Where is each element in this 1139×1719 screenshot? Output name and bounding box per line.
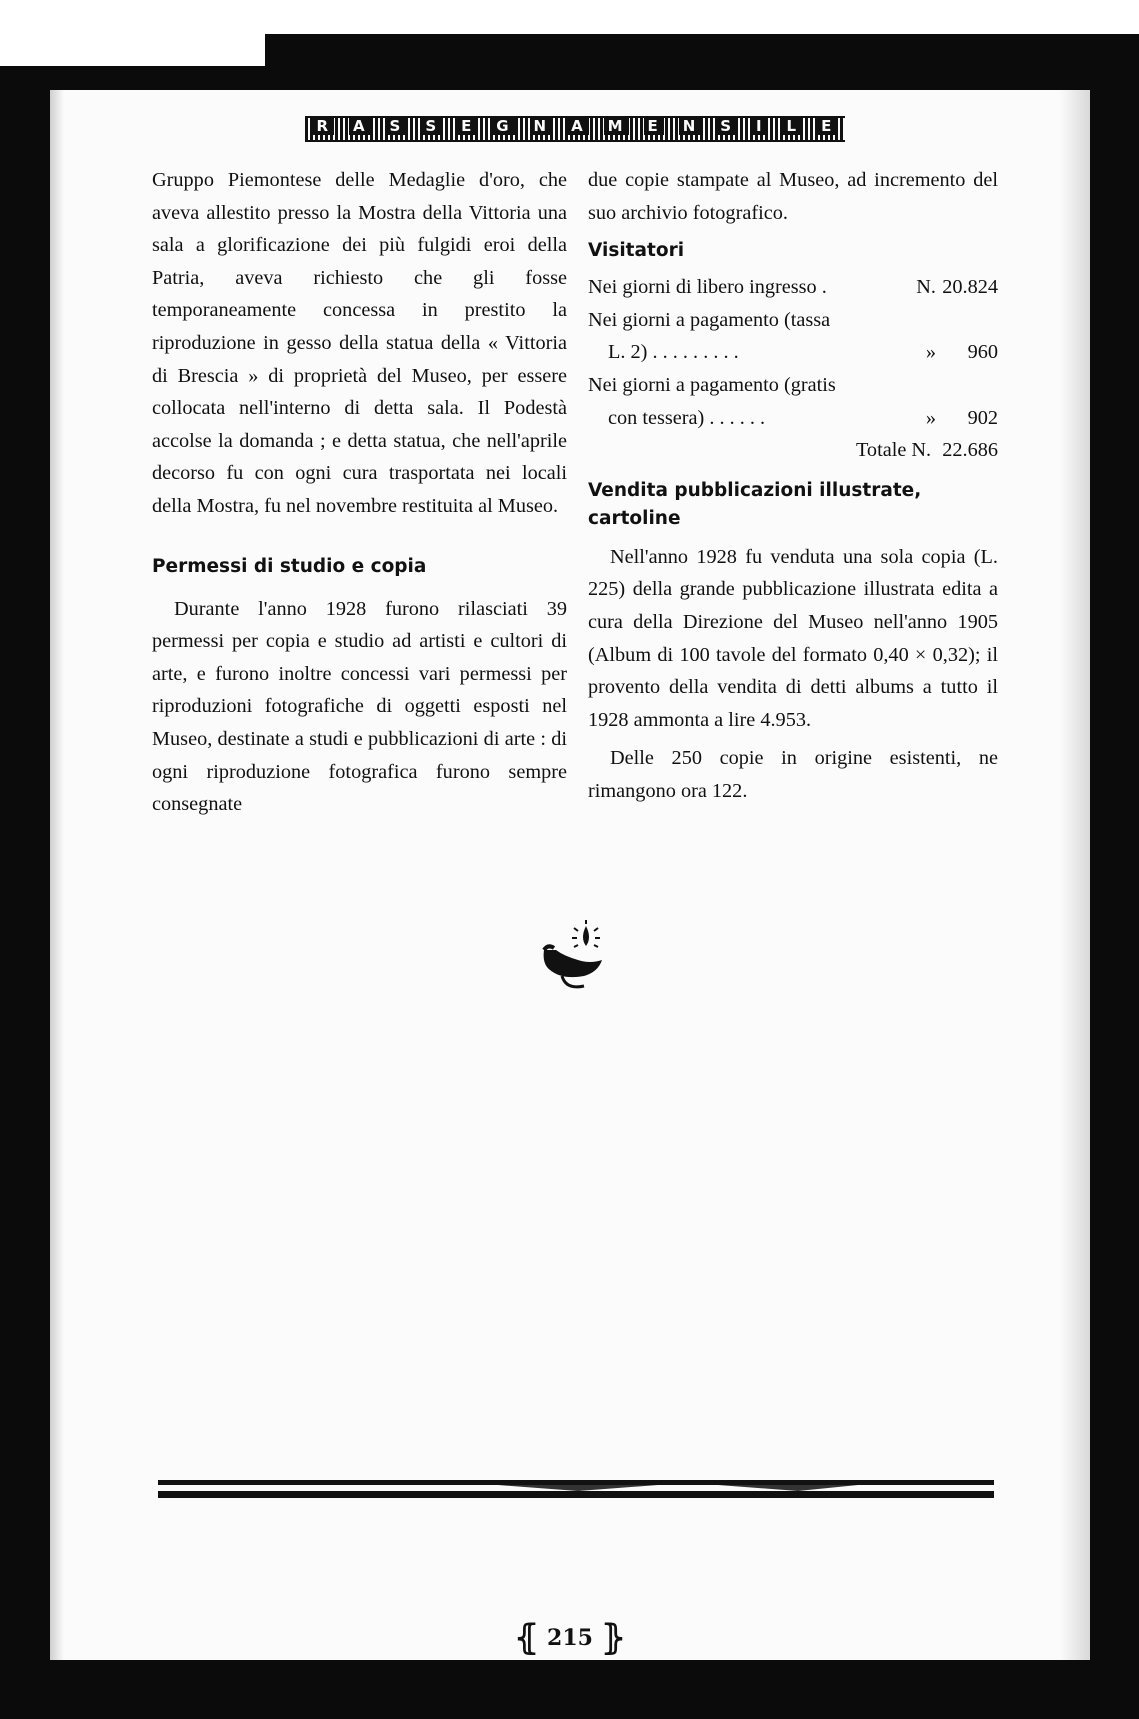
header-ornament-letter: S [386,117,407,135]
vendita-heading: Vendita pubblicazioni illustrate, cartoline [588,479,922,529]
visitatori-row [588,271,998,304]
visitatori-row [588,402,998,435]
left-column [152,164,567,821]
intro-paragraph: Gruppo Piemontese delle Medaglie d'oro, che aveva allestito presso la Mostra della Vittoria una sala a glorificazione dei più fulgidi eroi della Patria, aveva richiesto che gli fosse temporaneamente concessa in prestito la riproduzione in gesso della statua della « Vittoria di Brescia » di proprietà del Museo, per essere collocata nell'interno di detta sala. Il Podestà accolse la domanda ; e detta statua, che nell'aprile decorso fu con ogni cura trasportata nei locali della Mostra, fu nel novembre restituita al Museo. [152,169,567,517]
totale-value: 22.686 [942,439,998,462]
visitatori-heading: Visitatori [588,240,685,262]
header-ornament-letter: A [349,117,371,135]
header-ornament-letter: E [644,117,664,135]
page-shadow-right [1060,90,1090,1660]
header-ornament-letter: A [567,117,589,135]
visitatori-table [588,271,998,434]
visitatori-value: 20.824 [942,276,998,299]
scan-border-bottom [0,1660,1139,1719]
visitatori-value [936,369,998,402]
visitatori-label: Nei giorni a pagamento (gratis [588,373,836,396]
header-ornament-letter: M [604,117,629,135]
header-ornament-letter: L [783,117,803,135]
header-ornament-letter: S [716,117,737,135]
visitatori-value [936,304,998,337]
visitatori-row [588,336,998,369]
visitatori-row [588,369,998,402]
visitatori-label: con tessera) . . . . . . [608,406,766,429]
header-ornament-letter: S [421,117,442,135]
visitatori-row [588,304,998,337]
continuation-paragraph: due copie stampate al Museo, ad incremento del suo archivio fotografico. [588,169,998,224]
scan-border-left [0,80,50,1719]
visitatori-value: 960 [967,341,998,364]
page-shadow-left [50,90,64,1660]
permessi-paragraph: Durante l'anno 1928 furono rilasciati 39 permessi per copia e studio ad artisti e cultori di arte, e furono inoltre concessi vari permessi per riproduzioni fotografiche di oggetti esposti nel Museo, destinate a studi e pubblicazioni di arte : di ogni riproduzione fotografica furono sempre consegnate [152,597,567,816]
left-brace-ornament: ⦃ [514,1618,540,1658]
footer-ornament-bar [158,1480,994,1498]
visitatori-value: 902 [967,406,998,429]
visitatori-mark [876,369,936,402]
header-ornament-letter: R [312,117,334,135]
vendita-paragraph-2: Delle 250 copie in origine esistenti, ne rimangono ora 122. [588,747,998,802]
visitatori-label: Nei giorni di libero ingresso . [588,276,827,299]
totale-label: Totale N. [855,439,932,462]
header-ornament-letter: N [530,117,553,135]
visitatori-mark: N. [916,276,936,299]
header-ornament-letter: G [492,117,514,135]
visitatori-mark: » [925,341,936,364]
right-brace-ornament: ⦄ [600,1618,626,1658]
visitatori-label: L. 2) . . . . . . . . . [608,341,739,364]
page-number [514,1618,626,1658]
scan-border-top [265,34,1139,90]
visitatori-label: Nei giorni a pagamento (tassa [588,308,831,331]
header-ornament-letters [305,113,845,139]
vendita-paragraph-1: Nell'anno 1928 fu venduta una sola copia (L. 225) della grande pubblicazione illustrata edita a cura della Direzione del Museo nell'anno 1905 (Album di 100 tavole del formato 0,40 × 0,32); il provento della vendita di detti albums a tutto il 1928 ammonta a lire 4.953. [588,545,998,731]
header-ornament-letter: I [752,117,768,135]
totale-row [588,434,998,467]
permessi-heading: Permessi di studio e copia [152,555,427,577]
header-ornament-letter: E [817,117,837,135]
visitatori-mark: » [925,406,936,429]
right-column [588,164,998,808]
page-number-text: 215 [547,1625,593,1651]
header-ornament-letter: N [679,117,702,135]
visitatori-mark [876,304,936,337]
scan-border-right [1090,34,1139,1719]
oil-lamp-icon [540,920,610,992]
header-ornament-letter: E [457,117,477,135]
